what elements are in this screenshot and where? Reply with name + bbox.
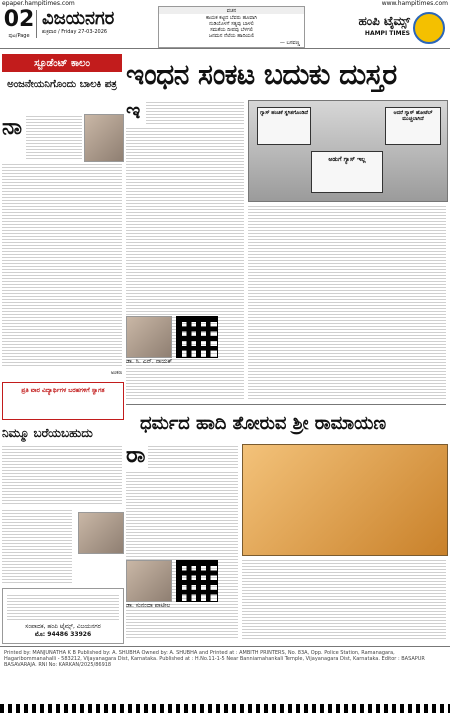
promo-text: ಪ್ರತಿ ವಾರ ವಿದ್ಯಾರ್ಥಿಗಳ ಬರಹಗಳಿಗೆ ಸ್ವಾಗತ	[21, 387, 105, 394]
page-label: ಪುಟ/Page	[8, 33, 30, 39]
left-article-title: ಅಂಜನೇಯನಿಗೊಂದು ಬಾಲಕಿ ಪತ್ರ	[7, 79, 117, 90]
main-headline: ಇಂಧನ ಸಂಕಟ ಬದುಕು ದುಸ್ತರ	[126, 58, 397, 91]
author-photo-2	[126, 560, 172, 602]
city-title: ವಿಜಯನಗರ	[42, 8, 115, 29]
fuel-crisis-photo	[248, 100, 448, 202]
page-number-block	[2, 9, 36, 39]
footer-rule	[0, 646, 450, 647]
author-photo-1	[126, 316, 172, 358]
ramayana-illustration	[242, 444, 448, 556]
you-can-write-title: ನಿಮ್ಮೂ ಬರೆಯಬಹುದು	[2, 426, 93, 440]
left-body-2	[2, 162, 122, 368]
site-right[interactable]: www.hampitimes.com	[381, 0, 448, 7]
editor-box-lines	[7, 593, 119, 621]
sign-3-text: ಅಡುಗೆ ಗ್ಯಾಸ್ ಇಲ್ಲ	[328, 156, 366, 163]
quote-line-1: ಕಾಯಕ ಕಟ್ಟಿದ ಬೆವರು ಹೂವಾಗಿ	[206, 15, 257, 21]
left-article-snippet	[2, 508, 72, 584]
editor-box	[2, 588, 124, 644]
write-instructions	[2, 444, 122, 504]
student-photo	[84, 114, 124, 162]
logo-seal	[413, 12, 445, 44]
left-body-1	[26, 114, 82, 160]
date-line: ಶುಕ್ರವಾರ / Friday 27-03-2026	[42, 29, 108, 35]
second-drop-cap: ರಾ	[126, 443, 146, 468]
quote-line-3: ಸಮತೆಯ ದೀಪವು ಬೆಳಗಲಿ	[210, 27, 253, 33]
left-snippet-photo	[78, 512, 124, 554]
sign-3	[311, 151, 383, 193]
author-byline-2: ಡಾ. ಸುನಂದಾ ಪಾಟೀಲ	[126, 602, 171, 609]
page-number: 02	[3, 7, 35, 32]
promo-box	[2, 382, 124, 420]
registration-strip	[0, 704, 450, 713]
header-divider	[36, 10, 37, 38]
quote-title: ವಚನ	[159, 7, 304, 14]
main-body-1	[146, 100, 244, 124]
masthead-kn: ಹಂಪಿ ಟೈಮ್ಸ್	[358, 14, 410, 28]
quote-line-4: ಜನಮನ ನೆಲೆಯ ಹಾದಿಯಲಿ	[208, 33, 255, 39]
drop-cap: ನಾ	[2, 115, 22, 140]
secondary-headline: ಧರ್ಮದ ಹಾದಿ ತೋರುವ ಶ್ರೀ ರಾಮಾಯಣ	[140, 413, 387, 434]
imprint-text: Printed by: MANJUNATHA K B Published by: A. SHUBHA Owned by: A. SHUBHA and Printed at : AMBITH PRINTERS, No. 83A, Opp. Police Station, Ramanagara, Hagaribommanahalli - 583212, Vijayanagara Dist, Karnataka. Published at : H.No.11-1-5 Near Banniamahankali Temple, Vijayanagara Dist, Karnataka. Editor : BASAPUR BASAVARAJA. RNI No: KARKAN/2025/86918	[4, 650, 425, 668]
qr-code-2[interactable]	[176, 560, 218, 602]
sign-2-text: ಆದರೆ ಗ್ಯಾಸ್ ಹೋಟೆಲ್ ಮುಚ್ಚಲಾಗಿದೆ	[393, 110, 433, 122]
quote-line-2: ನುಡಿಯೊಳಗೆ ಸತ್ಯವು ಬಾಳಲಿ	[209, 21, 254, 27]
mid-divider	[126, 404, 446, 405]
left-author: ಅಂಕಣ	[110, 370, 122, 376]
quote-block	[158, 6, 305, 48]
masthead	[330, 12, 445, 46]
site-left[interactable]: epaper.hampitimes.com	[2, 0, 75, 7]
main-drop-cap: ಇ	[126, 99, 141, 124]
sign-1-text: ಗ್ಯಾಸ್ ಹಂಚಿಕೆ ಸ್ಥಗಿತಗೊಂಡಿದೆ	[260, 110, 308, 116]
masthead-en: HAMPI TIMES	[364, 30, 410, 37]
right-upper-body	[248, 204, 446, 400]
header-bottom-rule	[0, 48, 450, 49]
sign-2	[385, 107, 441, 145]
qr-code-1[interactable]	[176, 316, 218, 358]
second-article-col	[126, 444, 238, 640]
right-lower-body	[242, 558, 446, 640]
sign-1	[257, 107, 311, 145]
editor-phone: ಮೊ: 94486 33926	[34, 631, 92, 638]
quote-author: — ಬಸವಣ್ಣ	[279, 40, 300, 46]
student-column-badge: ಸ್ಟೂಡೆಂಟ್ ಕಾಲಂ	[2, 54, 122, 72]
editor-address: ಸಂಪಾದಕ, ಹಂಪಿ ಟೈಮ್ಸ್, ವಿಜಯನಗರ	[25, 623, 101, 630]
second-body-2	[126, 470, 238, 640]
second-body-1	[148, 444, 238, 468]
author-byline-1: ಡಾ. ಸಿ. ಎನ್. ನಾಯಕ್	[126, 358, 173, 365]
